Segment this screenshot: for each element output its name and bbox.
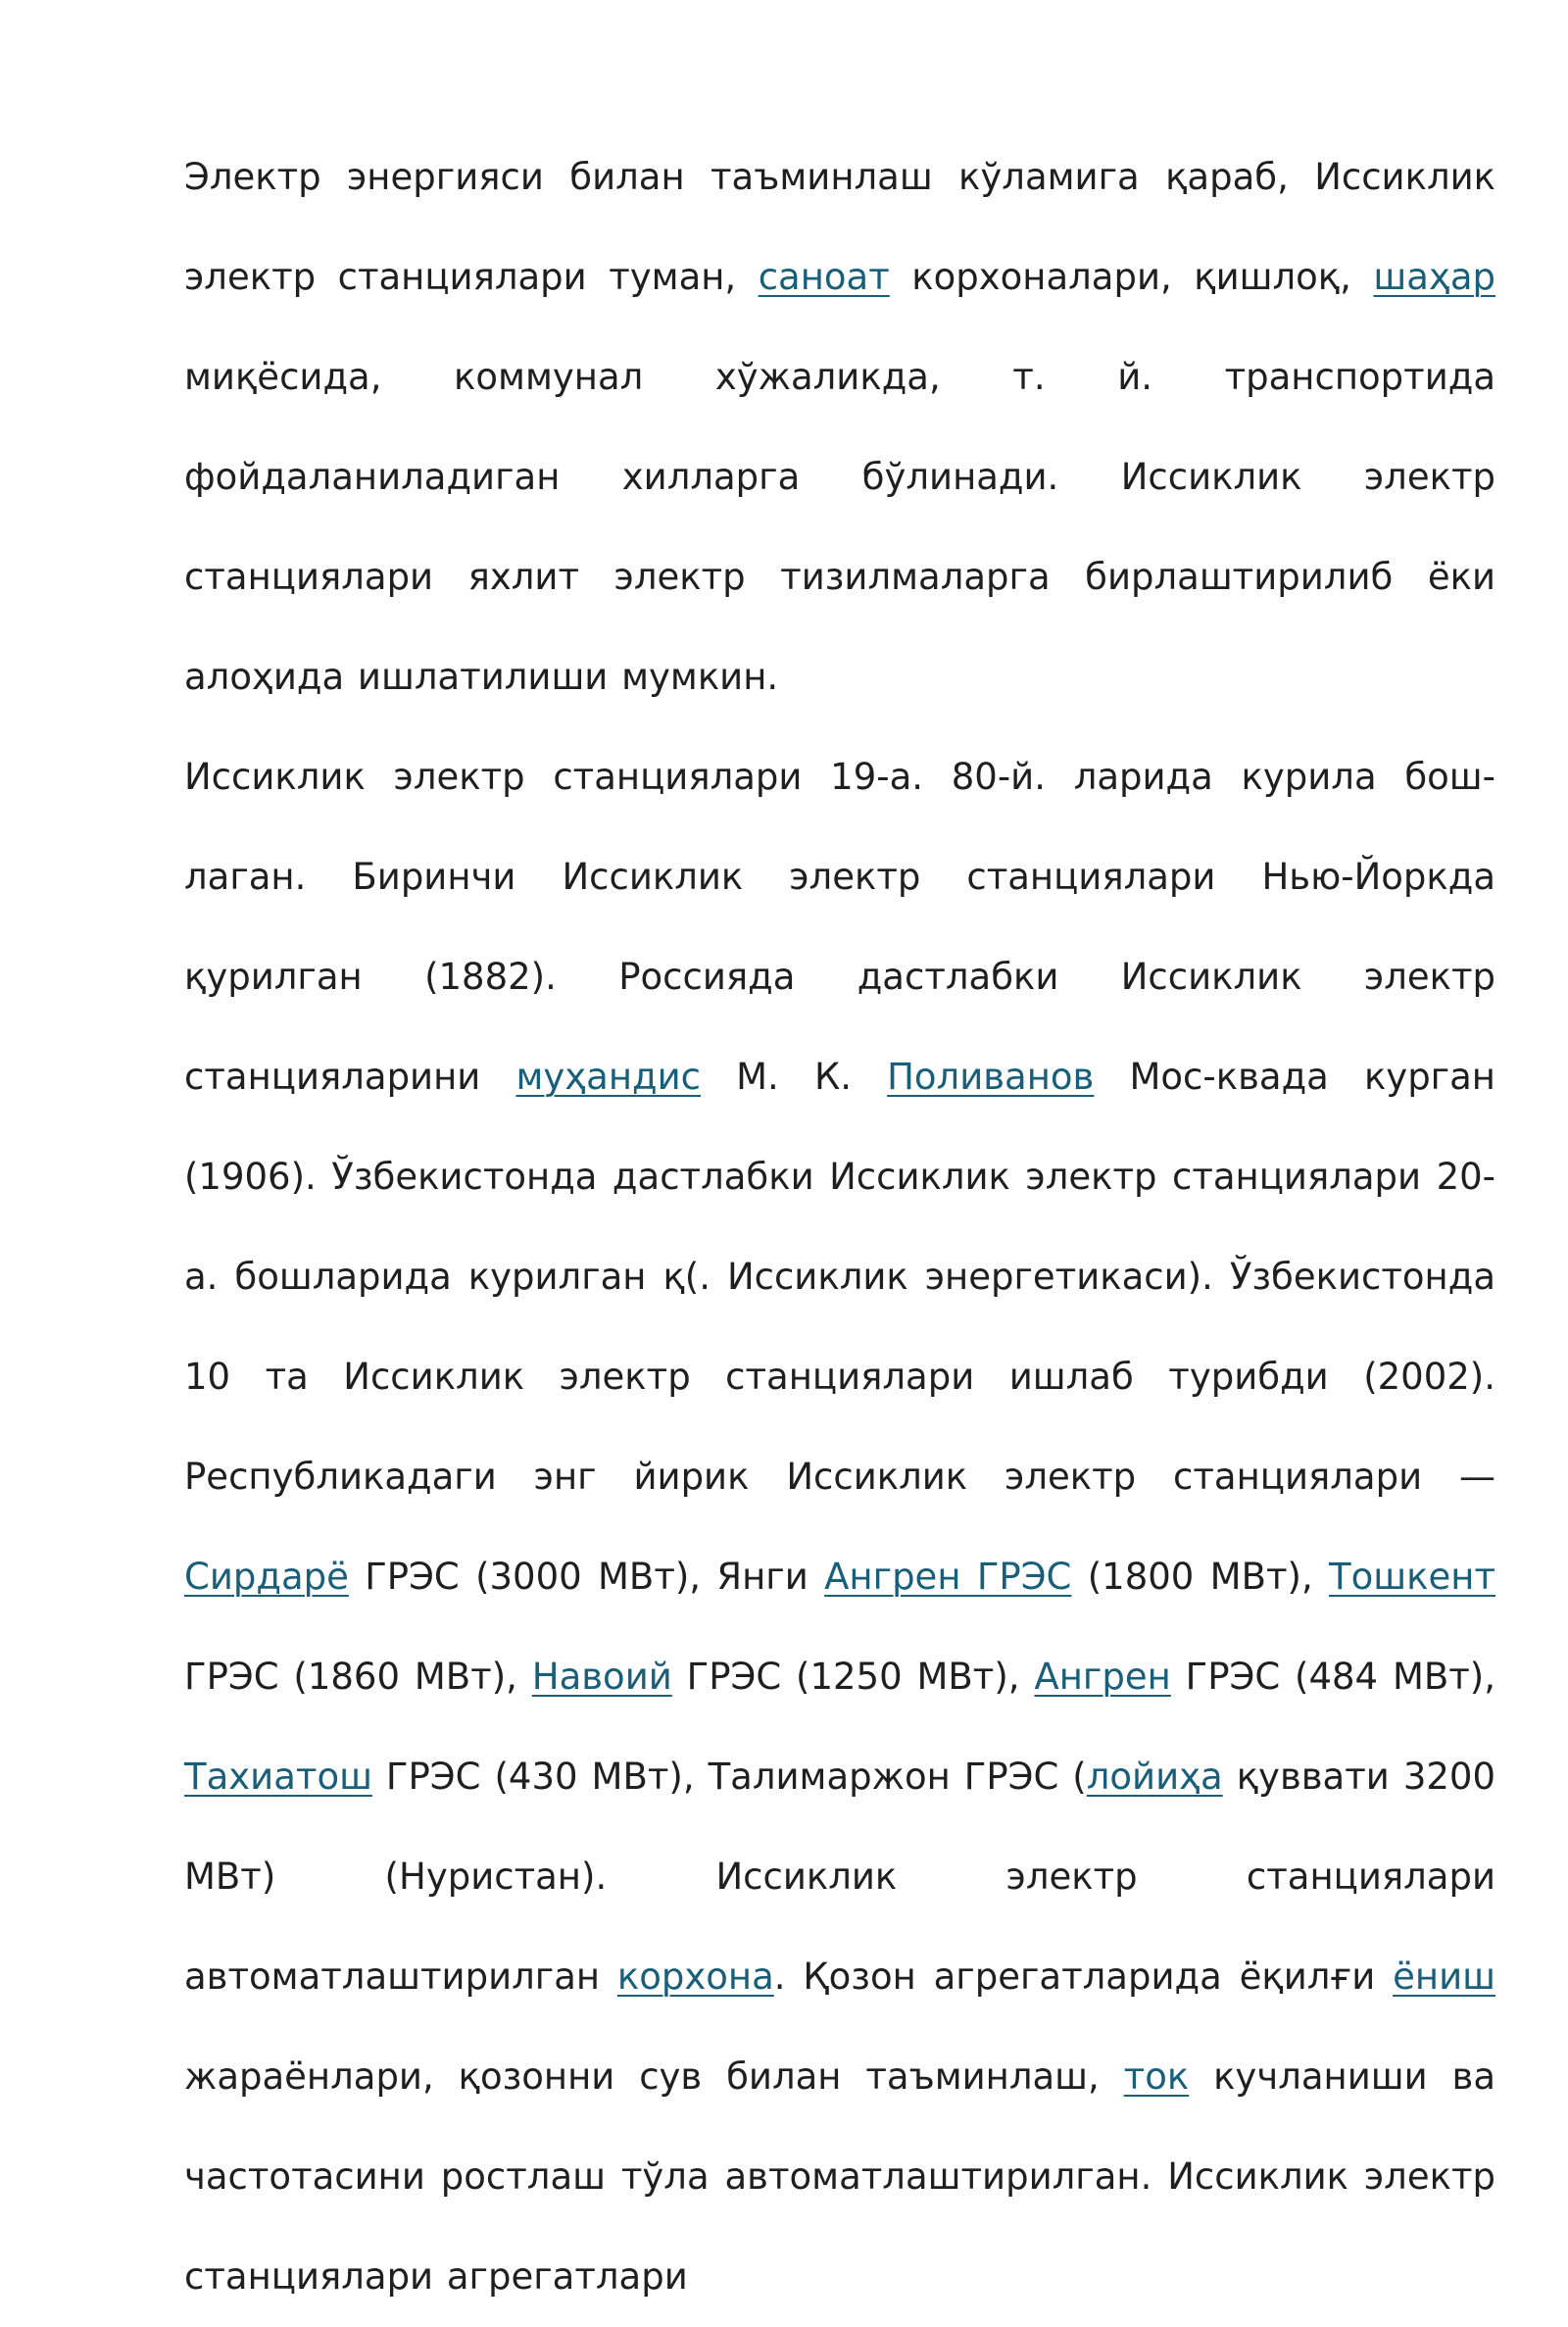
inline-link[interactable]: Тошкент	[1329, 1556, 1495, 1598]
text-run: Мос-квада курган (1906). Ўзбекистонда дастлабки Иссиклик электр станциялари 20-а. бошларида курилган қ(. Иссиклик энергетикаси). Ўзбекистонда 10 та Иссиклик электр станциялари ишлаб турибди (2002). Республикадаги энг йирик Иссиклик электр станциялари —	[184, 1056, 1495, 1498]
inline-link[interactable]: Ангрен ГРЭС	[824, 1556, 1072, 1598]
text-run: ГРЭС (484 МВт),	[1170, 1656, 1496, 1698]
text-run: Иссиклик электр станциялари 19-а. 80-й. ларида курила бош-лаган. Биринчи Иссиклик электр станциялари Нью-Йоркда қурилган (1882). Россияда дастлабки Иссиклик электр станцияларини	[184, 756, 1495, 1098]
inline-link[interactable]: Поливанов	[887, 1056, 1095, 1098]
text-run: кучланиши ва частотасини ростлаш тўла автоматлаштирилган. Иссиклик электр станциялари агрегатлари	[184, 2055, 1495, 2298]
text-run: М. К.	[701, 1056, 888, 1098]
inline-link[interactable]: Сирдарё	[184, 1556, 349, 1598]
text-run: корхоналари, қишлоқ,	[889, 256, 1374, 298]
inline-link[interactable]: муҳандис	[515, 1056, 702, 1098]
text-run: ГРЭС (430 МВт), Талимаржон ГРЭС (	[371, 1756, 1087, 1798]
text-run: қуввати 3200 МВт) (Нуристан). Иссиклик электр станциялари автоматлаштирилган	[184, 1756, 1495, 1998]
text-run: ГРЭС (1860 МВт),	[184, 1656, 532, 1698]
text-run: миқёсида, коммунал хўжаликда, т. й. транспортида фойдаланиладиган хилларга бўлинади. Иссиклик электр станциялари яхлит электр тизилмаларга бирлаштирилиб ёки алоҳида ишлатилиши мумкин.	[184, 356, 1495, 698]
inline-link[interactable]: ёниш	[1393, 1956, 1495, 1998]
text-run: . Қозон агрегатларида ёқилғи	[773, 1956, 1394, 1998]
inline-link[interactable]: лойиҳа	[1086, 1756, 1223, 1798]
inline-link[interactable]: Навоий	[531, 1656, 672, 1698]
text-run: Электр энергияси билан таъминлаш кўламига қараб, Иссиклик электр станциялари туман,	[184, 156, 1495, 298]
text-run: ГРЭС (3000 МВт), Янги	[348, 1556, 825, 1598]
paragraph	[184, 727, 1495, 2327]
text-run: (1800 МВт),	[1071, 1556, 1330, 1598]
document-body	[184, 127, 1495, 2327]
text-run: ГРЭС (1250 МВт),	[671, 1656, 1035, 1698]
inline-link[interactable]: корхона	[616, 1956, 774, 1998]
inline-link[interactable]: Тахиатош	[184, 1756, 372, 1798]
inline-link[interactable]: шаҳар	[1373, 256, 1496, 298]
inline-link[interactable]: ток	[1123, 2055, 1190, 2098]
inline-link[interactable]: Ангрен	[1034, 1656, 1171, 1698]
inline-link[interactable]: саноат	[758, 256, 890, 298]
paragraph	[184, 127, 1495, 727]
text-run: жараёнлари, қозонни сув билан таъминлаш,	[184, 2055, 1124, 2098]
